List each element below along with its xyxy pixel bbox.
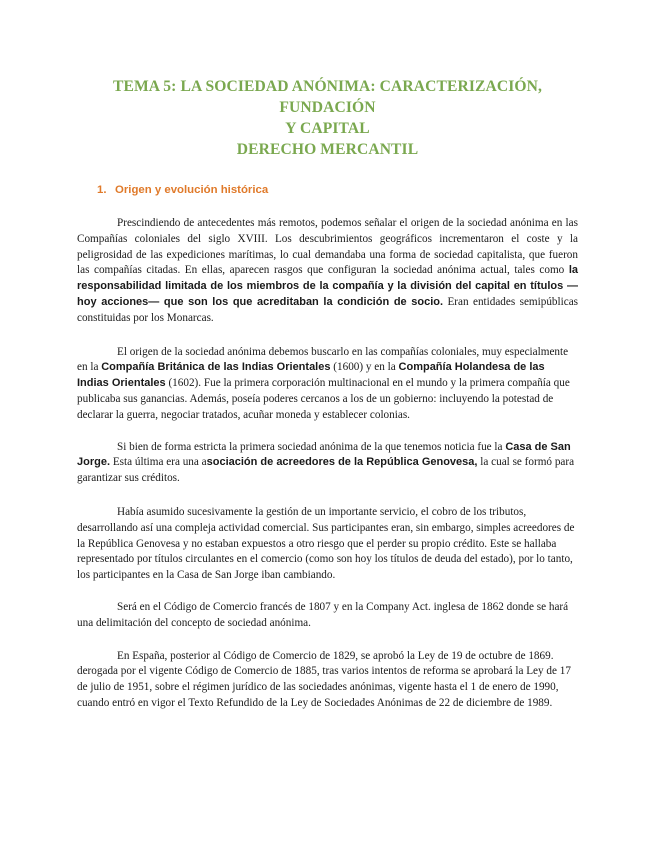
paragraph-spain	[77, 649, 578, 712]
text-run: (1602). Fue la primera corporación multinacional en el mundo y la primera compañía que publicaba sus ganancias. Además, poseía poderes cercanos a los de un gobierno: incluyendo la potestad de declarar la guerra, negociar tratados, acuñar moneda y establecer colonias.	[77, 377, 570, 421]
text-run: Había asumido sucesivamente la gestión de un importante servicio, el cobro de los tributos, desarrollando así una compleja actividad comercial. Sus participantes eran, sin embargo, simples acreedores de la República Genovesa y no estaban expuestos a otro riesgo que el perder su propio crédito. Este se hallaba representado por títulos circulantes en el comercio (como son hoy los títulos de deuda del estado), por lo tanto, los participantes en la Casa de San Jorge iban cambiando.	[77, 505, 575, 582]
paragraph-tax-collection	[77, 505, 578, 584]
text-run: El origen de la sociedad anónima debemos buscarlo en las compañías coloniales, muy especialmente en la	[77, 345, 569, 374]
section-label: Origen y evolución histórica	[115, 184, 269, 196]
paragraph-colonial-companies	[77, 345, 578, 424]
bold-run: la responsabilidad limitada de los miembros de la compañía y la división del capital en títulos —hoy acciones— que son los que acreditaban la condición de socio.	[77, 264, 578, 308]
document-title	[77, 76, 578, 160]
bold-run: Casa de San Jorge.	[77, 440, 571, 469]
section-number: 1.	[97, 184, 107, 196]
paragraph-codes	[77, 600, 578, 632]
text-run: En España, posterior al Código de Comercio de 1829, se aprobó la Ley de 19 de octubre de 1869. derogada por el vigente Código de Comercio de 1885, tras varios intentos de reforma se aprobará la Ley de 17 de julio de 1951, sobre el régimen jurídico de las sociedades anónimas, vigente hasta el 1 de enero de 1990, cuando entró en vigor el Texto Refundido de la Ley de Sociedades Anónimas de 22 de diciembre de 1989.	[77, 649, 571, 709]
paragraph-origin	[77, 216, 578, 327]
section-heading	[97, 184, 578, 196]
title-line-1: TEMA 5: LA SOCIEDAD ANÓNIMA: CARACTERIZACIÓN, FUNDACIÓN	[112, 78, 543, 116]
text-run: Prescindiendo de antecedentes más remotos, podemos señalar el origen de la sociedad anónima en las Compañías coloniales del siglo XVIII. Los descubrimientos geográficos incrementaron el coste y la peligrosidad de las expediciones marítimas, lo cual demandaba una forma de sociedad capitalista, que fueron las compañías citadas. En ellas, aparecen rasgos que configuran la sociedad anónima actual, tales como	[77, 217, 578, 277]
title-line-3: DERECHO MERCANTIL	[236, 141, 419, 158]
title-line-2: Y CAPITAL	[285, 120, 370, 137]
text-run: Eran entidades semipúblicas constituidas por los Monarcas.	[77, 295, 579, 324]
text-run: Esta última era una a	[110, 456, 207, 469]
text-run: la cual se formó para garantizar sus créditos.	[77, 456, 575, 485]
bold-run: sociación de acreedores de la República Genovesa,	[206, 456, 478, 469]
bold-run: Compañía Holandesa de las Indias Orientales	[77, 361, 545, 390]
text-run: Si bien de forma estricta la primera sociedad anónima de la que tenemos noticia fue la	[117, 440, 506, 453]
text-run: (1600) y en la	[330, 361, 399, 374]
bold-run: Compañía Británica de las Indias Orientales	[101, 361, 331, 374]
text-run: Será en el Código de Comercio francés de 1807 y en la Company Act. inglesa de 1862 donde se hará una delimitación del concepto de sociedad anónima.	[77, 600, 569, 629]
paragraph-casa-san-jorge	[77, 440, 578, 487]
